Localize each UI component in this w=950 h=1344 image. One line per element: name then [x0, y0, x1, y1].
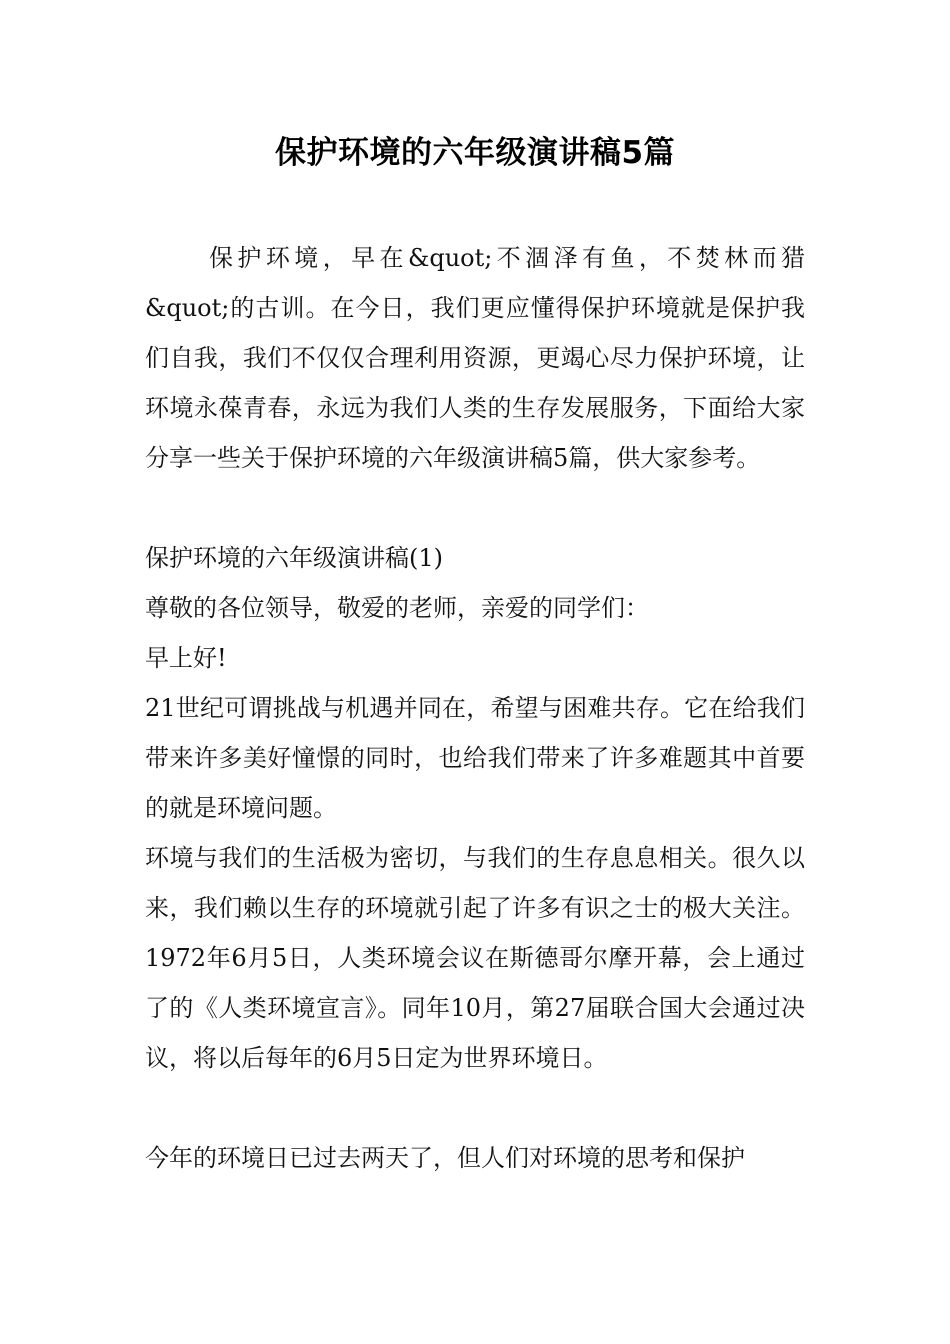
document-title: 保护环境的六年级演讲稿5篇	[274, 135, 676, 171]
intro-paragraph: 保护环境，早在&quot;不涸泽有鱼，不焚林而猎&quot;的古训。在今日，我们更应懂得保护环境就是保护我们自我，我们不仅仅合理利用资源，更竭心尽力保护环境，让环境永葆青春，永远为我们人类的生存发展服务，下面给大家分享一些关于保护环境的六年级演讲稿5篇，供大家参考。	[145, 244, 805, 472]
section-title: 保护环境的六年级演讲稿(1)	[145, 544, 443, 572]
greeting: 早上好!	[145, 644, 227, 672]
salutation: 尊敬的各位领导，敬爱的老师，亲爱的同学们：	[145, 594, 649, 622]
body-paragraph-3: 今年的环境日已过去两天了，但人们对环境的思考和保护	[145, 1144, 745, 1172]
body-paragraph-1: 21世纪可谓挑战与机遇并同在，希望与困难共存。它在给我们带来许多美好憧憬的同时，也给我们带来了许多难题其中首要的就是环境问题。	[145, 694, 805, 822]
body-paragraph-2: 环境与我们的生活极为密切，与我们的生存息息相关。很久以来，我们赖以生存的环境就引起了许多有识之士的极大关注。1972年6月5日，人类环境会议在斯德哥尔摩开幕，会上通过了的《人类环境宣言》。同年10月，第27届联合国大会通过决议，将以后每年的6月5日定为世界环境日。	[145, 844, 805, 1072]
